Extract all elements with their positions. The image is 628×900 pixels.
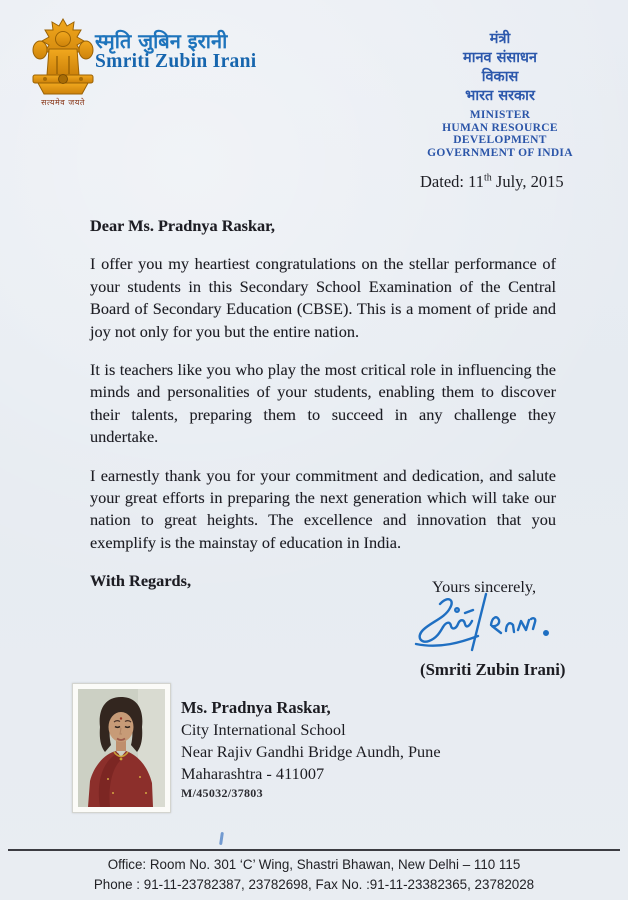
ministry-hindi-line: भारत सरकार: [465, 88, 535, 104]
footer-divider: [8, 849, 620, 851]
footer: [0, 855, 628, 894]
letter-paragraph: It is teachers like you who play the most critical role in influencing the minds and personalities of your students, enabling them to discover their talents, preparing them to succeed in any challenge they undertake.: [90, 360, 556, 447]
ashoka-emblem-icon: [24, 16, 102, 96]
ministry-english-line: HUMAN RESOURCE DEVELOPMENT: [442, 121, 558, 146]
signature: [410, 592, 552, 659]
ministry-hindi-line: मंत्री: [489, 31, 511, 47]
recipient-name: Ms. Pradnya Raskar,: [181, 698, 331, 717]
footer-phone-line: Phone : 91-11-23782387, 23782698, Fax No. :91-11-23382365, 23782028: [93, 876, 535, 892]
letter-paragraph: I offer you my heartiest congratulations on the stellar performance of your students in this Secondary School Examination of the Central Board of Secondary Education (CBSE). This is a moment of pride and joy not only for you but the entire nation.: [90, 254, 556, 341]
minister-name-english: Smriti Zubin Irani: [95, 51, 257, 72]
signature-name: (Smriti Zubin Irani): [420, 660, 566, 679]
scan-artifact: [219, 832, 224, 845]
salutation: Dear Ms. Pradnya Raskar,: [90, 216, 275, 235]
signature-icon: [410, 592, 552, 654]
ministry-header: [394, 30, 606, 159]
recipient-school: City International School: [181, 720, 346, 739]
ministry-english-line: GOVERNMENT OF INDIA: [427, 146, 573, 159]
recipient-portrait-icon: [78, 689, 165, 807]
sign-off: Yours sincerely,: [432, 577, 537, 596]
recipient-photo: [72, 683, 171, 813]
letter-date: [420, 172, 564, 192]
ministry-hindi-block: [394, 30, 606, 106]
date-suffix: July, 2015: [491, 172, 564, 191]
date-prefix: Dated: 11: [420, 172, 484, 191]
letter-paragraph: I earnestly thank you for your commitment and dedication, and salute your great efforts in preparing the next generation which will take our nation to great heights. The excellence and innovation that you exemplify is the mainstay of education in India.: [90, 465, 556, 552]
recipient-address-line: Maharashtra - 411007: [181, 764, 325, 783]
ministry-english-line: MINISTER: [469, 109, 531, 121]
recipient-ref-number: M/45032/37803: [181, 786, 263, 800]
date-ordinal: th: [484, 172, 492, 184]
footer-office-line: Office: Room No. 301 ‘C’ Wing, Shastri Bhawan, New Delhi – 110 115: [107, 857, 521, 872]
recipient-address-line: Near Rajiv Gandhi Bridge Aundh, Pune: [181, 742, 441, 761]
ministry-hindi-line: मानव संसाधन: [463, 50, 537, 66]
ministry-english-block: [394, 109, 606, 159]
minister-name-hindi: स्मृति जुबिन इरानी: [95, 29, 228, 53]
national-emblem: [24, 16, 102, 108]
ministry-hindi-line: विकास: [481, 69, 519, 85]
emblem-motto: सत्यमेव जयते: [41, 98, 85, 107]
closing: With Regards,: [90, 571, 192, 591]
recipient-address-block: [181, 697, 441, 785]
letter-body: [90, 215, 556, 593]
